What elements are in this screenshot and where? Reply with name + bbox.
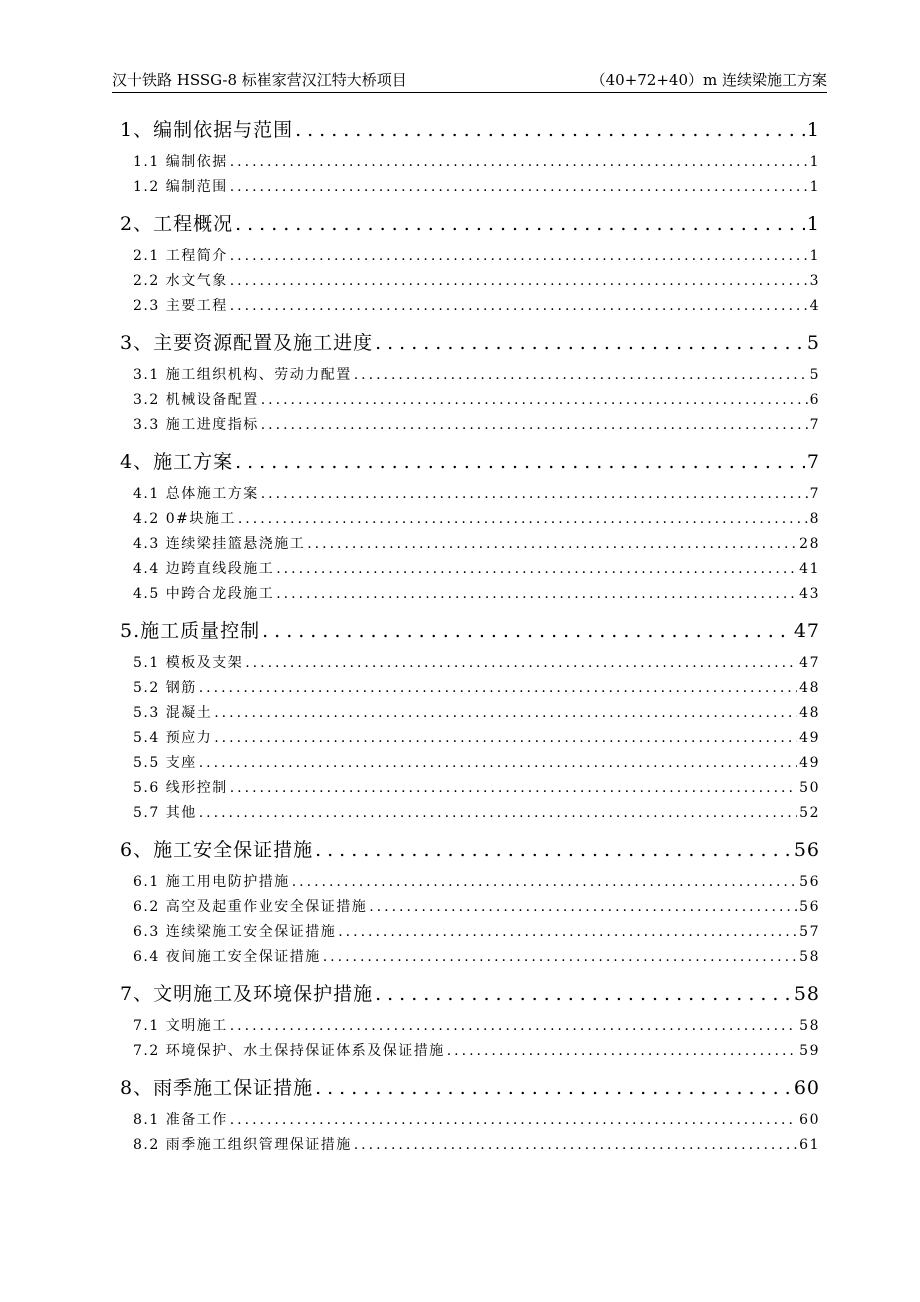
toc-dot-leader — [230, 248, 808, 264]
toc-dot-leader — [238, 511, 808, 527]
toc-section-entry[interactable] — [120, 151, 820, 171]
toc-page-number: 48 — [799, 680, 820, 696]
toc-entry-title: 1.2 编制范围 — [133, 179, 228, 195]
toc-section-entry[interactable] — [120, 921, 820, 941]
toc-page-number: 58 — [799, 1018, 820, 1034]
toc-section-entry[interactable] — [120, 752, 820, 772]
toc-entry-title: 5.施工质量控制 — [120, 620, 261, 642]
toc-page-number: 57 — [799, 924, 820, 940]
toc-dot-leader — [199, 805, 797, 821]
toc-dot-leader — [315, 839, 792, 861]
toc-section-entry[interactable] — [120, 414, 820, 434]
toc-section-entry[interactable] — [120, 176, 820, 196]
toc-entry-title: 2、工程概况 — [120, 213, 234, 235]
toc-entry-title: 5.1 模板及支架 — [133, 655, 244, 671]
toc-entry-title: 6.4 夜间施工安全保证措施 — [133, 949, 321, 965]
toc-page-number: 8 — [809, 511, 820, 527]
toc-entry-title: 8、雨季施工保证措施 — [120, 1077, 314, 1099]
toc-entry-title: 5.3 混凝土 — [133, 705, 213, 721]
toc-chapter-entry[interactable] — [120, 979, 820, 1006]
toc-entry-title: 5.5 支座 — [133, 755, 197, 771]
toc-page-number: 56 — [799, 899, 820, 915]
toc-section-entry[interactable] — [120, 1134, 820, 1154]
toc-entry-title: 6.2 高空及起重作业安全保证措施 — [133, 899, 368, 915]
toc-dot-leader — [315, 1077, 792, 1099]
toc-page-number: 1 — [809, 154, 820, 170]
toc-dot-leader — [323, 949, 797, 965]
toc-section-entry[interactable] — [120, 946, 820, 966]
toc-page-number: 47 — [793, 620, 820, 642]
toc-section-entry[interactable] — [120, 1015, 820, 1035]
toc-section-entry[interactable] — [120, 896, 820, 916]
toc-section-entry[interactable] — [120, 727, 820, 747]
toc-chapter-entry[interactable] — [120, 115, 820, 142]
toc-chapter-entry[interactable] — [120, 328, 820, 355]
toc-dot-leader — [235, 451, 805, 473]
toc-dot-leader — [369, 899, 797, 915]
toc-dot-leader — [230, 780, 797, 796]
toc-dot-leader — [276, 561, 797, 577]
toc-dot-leader — [354, 367, 808, 383]
toc-page-number: 47 — [799, 655, 820, 671]
toc-entry-title: 2.1 工程简介 — [133, 248, 228, 264]
toc-dot-leader — [199, 680, 797, 696]
toc-page-number: 5 — [809, 367, 820, 383]
toc-page-number: 3 — [809, 273, 820, 289]
toc-chapter-entry[interactable] — [120, 209, 820, 236]
toc-page-number: 49 — [799, 730, 820, 746]
toc-entry-title: 3、主要资源配置及施工进度 — [120, 332, 374, 354]
toc-page-number: 43 — [799, 586, 820, 602]
toc-section-entry[interactable] — [120, 364, 820, 384]
toc-section-entry[interactable] — [120, 777, 820, 797]
toc-dot-leader — [261, 486, 808, 502]
header-left-title: 汉十铁路 HSSG-8 标崔家营汉江特大桥项目 — [112, 71, 407, 89]
toc-entry-title: 4.1 总体施工方案 — [133, 486, 259, 502]
toc-dot-leader — [230, 154, 808, 170]
header-right-title: （40+72+40）m 连续梁施工方案 — [590, 71, 827, 89]
toc-page-number: 41 — [799, 561, 820, 577]
toc-entry-title: 1、编制依据与范围 — [120, 119, 294, 141]
toc-entry-title: 6.3 连续梁施工安全保证措施 — [133, 924, 337, 940]
toc-chapter-entry[interactable] — [120, 1073, 820, 1100]
toc-dot-leader — [235, 213, 805, 235]
toc-section-entry[interactable] — [120, 533, 820, 553]
toc-entry-title: 5.6 线形控制 — [133, 780, 228, 796]
toc-section-entry[interactable] — [120, 1040, 820, 1060]
toc-entry-title: 3.2 机械设备配置 — [133, 392, 259, 408]
toc-entry-title: 1.1 编制依据 — [133, 154, 228, 170]
toc-dot-leader — [276, 586, 797, 602]
toc-entry-title: 3.3 施工进度指标 — [133, 417, 259, 433]
toc-dot-leader — [214, 730, 797, 746]
toc-section-entry[interactable] — [120, 270, 820, 290]
toc-page-number: 56 — [799, 874, 820, 890]
toc-entry-title: 8.1 准备工作 — [133, 1112, 228, 1128]
toc-dot-leader — [375, 983, 792, 1005]
toc-page-number: 7 — [809, 486, 820, 502]
toc-section-entry[interactable] — [120, 802, 820, 822]
toc-page-number: 56 — [793, 839, 820, 861]
toc-page-number: 50 — [799, 780, 820, 796]
toc-dot-leader — [338, 924, 797, 940]
toc-entry-title: 6、施工安全保证措施 — [120, 839, 314, 861]
toc-section-entry[interactable] — [120, 871, 820, 891]
toc-dot-leader — [375, 332, 805, 354]
toc-entry-title: 4.2 0#块施工 — [133, 511, 236, 527]
toc-section-entry[interactable] — [120, 483, 820, 503]
toc-entry-title: 5.7 其他 — [133, 805, 197, 821]
toc-dot-leader — [230, 1112, 797, 1128]
toc-entry-title: 3.1 施工组织机构、劳动力配置 — [133, 367, 352, 383]
toc-page-number: 28 — [799, 536, 820, 552]
toc-section-entry[interactable] — [120, 583, 820, 603]
toc-page-number: 61 — [799, 1137, 820, 1153]
toc-dot-leader — [230, 1018, 797, 1034]
toc-entry-title: 5.2 钢筋 — [133, 680, 197, 696]
toc-page-number: 52 — [799, 805, 820, 821]
toc-page-number: 1 — [809, 179, 820, 195]
toc-section-entry[interactable] — [120, 1109, 820, 1129]
toc-dot-leader — [447, 1043, 797, 1059]
toc-section-entry[interactable] — [120, 558, 820, 578]
toc-section-entry[interactable] — [120, 295, 820, 315]
toc-entry-title: 7.2 环境保护、水土保持保证体系及保证措施 — [133, 1043, 445, 1059]
toc-page-number: 1 — [809, 248, 820, 264]
toc-dot-leader — [261, 417, 808, 433]
toc-dot-leader — [230, 179, 808, 195]
toc-page-number: 58 — [793, 983, 820, 1005]
toc-dot-leader — [292, 874, 797, 890]
toc-section-entry[interactable] — [120, 389, 820, 409]
toc-section-entry[interactable] — [120, 652, 820, 672]
toc-entry-title: 4.5 中跨合龙段施工 — [133, 586, 275, 602]
toc-chapter-entry[interactable] — [120, 616, 820, 643]
toc-section-entry[interactable] — [120, 702, 820, 722]
toc-section-entry[interactable] — [120, 508, 820, 528]
toc-dot-leader — [354, 1137, 797, 1153]
toc-dot-leader — [230, 298, 808, 314]
toc-page-number: 4 — [809, 298, 820, 314]
toc-section-entry[interactable] — [120, 245, 820, 265]
toc-page-number: 48 — [799, 705, 820, 721]
toc-chapter-entry[interactable] — [120, 447, 820, 474]
toc-entry-title: 7.1 文明施工 — [133, 1018, 228, 1034]
page-header — [112, 66, 827, 93]
toc-page-number: 1 — [806, 213, 820, 235]
toc-dot-leader — [245, 655, 797, 671]
toc-dot-leader — [262, 620, 792, 642]
toc-section-entry[interactable] — [120, 677, 820, 697]
toc-entry-title: 4、施工方案 — [120, 451, 234, 473]
toc-dot-leader — [230, 273, 808, 289]
toc-page-number: 7 — [806, 451, 820, 473]
toc-entry-title: 2.2 水文气象 — [133, 273, 228, 289]
toc-page-number: 59 — [799, 1043, 820, 1059]
toc-page-number: 58 — [799, 949, 820, 965]
toc-entry-title: 4.3 连续梁挂篮悬浇施工 — [133, 536, 306, 552]
toc-entry-title: 8.2 雨季施工组织管理保证措施 — [133, 1137, 352, 1153]
toc-entry-title: 4.4 边跨直线段施工 — [133, 561, 275, 577]
toc-page-number: 1 — [806, 119, 820, 141]
toc-page-number: 60 — [799, 1112, 820, 1128]
toc-page-number: 5 — [806, 332, 820, 354]
toc-entry-title: 2.3 主要工程 — [133, 298, 228, 314]
toc-dot-leader — [214, 705, 797, 721]
toc-entry-title: 7、文明施工及环境保护措施 — [120, 983, 374, 1005]
toc-page-number: 6 — [809, 392, 820, 408]
toc-dot-leader — [261, 392, 808, 408]
toc-entry-title: 5.4 预应力 — [133, 730, 213, 746]
toc-dot-leader — [307, 536, 797, 552]
toc-dot-leader — [199, 755, 797, 771]
toc-entry-title: 6.1 施工用电防护措施 — [133, 874, 290, 890]
toc-page-number: 49 — [799, 755, 820, 771]
toc-dot-leader — [295, 119, 805, 141]
toc-chapter-entry[interactable] — [120, 835, 820, 862]
toc-page-number: 60 — [793, 1077, 820, 1099]
toc-page-number: 7 — [809, 417, 820, 433]
